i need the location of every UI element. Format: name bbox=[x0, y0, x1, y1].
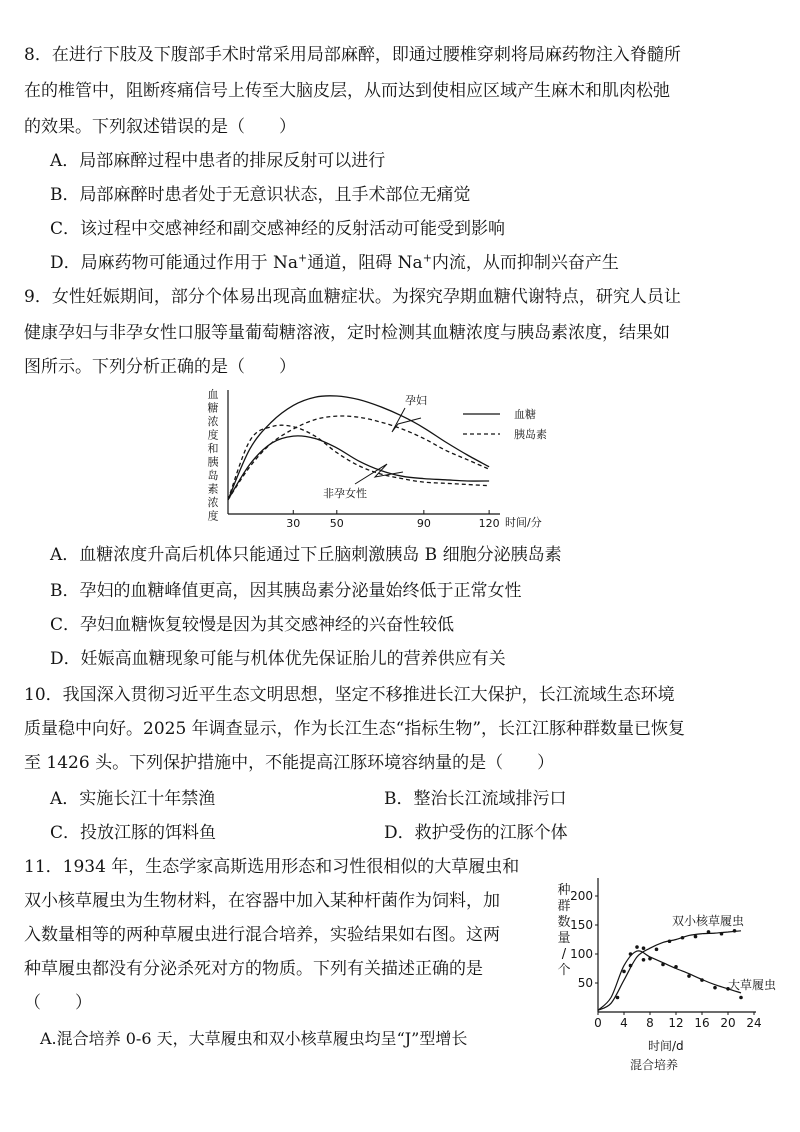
q9-option-c: C．孕妇血糖恢复较慢是因为其交感神经的兴奋性较低 bbox=[50, 615, 455, 635]
chart2-data-point bbox=[733, 929, 737, 933]
chart2-data-point bbox=[694, 935, 698, 939]
q10-option-c: C．投放江豚的饵料鱼 bbox=[50, 823, 217, 843]
chart2-x-tick-label: 0 bbox=[594, 1016, 602, 1030]
chart2-y-axis-label bbox=[557, 883, 570, 978]
chart1-y-label-char: 浓 bbox=[207, 496, 219, 509]
chart1-y-label-char: 度 bbox=[207, 428, 219, 442]
chart1-y-label-char: 糖 bbox=[207, 401, 219, 415]
q9-stem-line-3: 图所示。下列分析正确的是（ ） bbox=[24, 357, 296, 377]
chart1-y-label-char: 素 bbox=[207, 482, 219, 496]
q8-option-d bbox=[50, 252, 619, 274]
chart2-x-tick-label: 20 bbox=[720, 1016, 736, 1030]
chart2-data-point bbox=[648, 957, 652, 961]
q8-option-d-part1: D．局麻药物可能通过作用于 Na bbox=[50, 253, 299, 273]
chart2-y-label-char: 数 bbox=[557, 915, 571, 930]
chart2-data-point bbox=[616, 996, 620, 1000]
chart2-x-tick-label: 12 bbox=[668, 1016, 684, 1030]
q11-stem-line-2: 双小核草履虫为生物材料，在容器中加入某种杆菌作为饲料，加 bbox=[24, 891, 500, 911]
legend-glucose-label: 血糖 bbox=[514, 408, 536, 421]
chart1-y-label-char: 血 bbox=[207, 388, 219, 401]
chart2-caption: 混合培养 bbox=[630, 1058, 679, 1072]
q9-stem-line-2: 健康孕妇与非孕女性口服等量葡萄糖溶液，定时检测其血糖浓度与胰岛素浓度，结果如 bbox=[24, 323, 670, 343]
q9-option-b: B．孕妇的血糖峰值更高，因其胰岛素分泌量始终低于正常女性 bbox=[50, 581, 522, 601]
q10-stem-line-3: 至 1426 头。下列保护措施中，不能提高江豚环境容纳量的是（ ） bbox=[24, 753, 555, 773]
chart2-y-label-char: 量 bbox=[557, 931, 571, 946]
chart2-data-point bbox=[635, 945, 639, 949]
q11-stem-line-1: 11．1934 年，生态学家高斯选用形态和习性很相似的大草履虫和 bbox=[24, 857, 520, 877]
chart2-y-label-char: 群 bbox=[557, 899, 571, 914]
chart2-data-point bbox=[700, 978, 704, 982]
q9-option-d: D．妊娠高血糖现象可能与机体优先保证胎儿的营养供应有关 bbox=[50, 649, 506, 669]
chart1-y-axis-label bbox=[208, 388, 219, 523]
na-superscript-1: + bbox=[298, 251, 308, 265]
chart1-x-tick-label: 90 bbox=[416, 517, 431, 530]
series-label-caudatum: 大草履虫 bbox=[728, 978, 777, 992]
chart1-y-label-char: 胰 bbox=[207, 455, 219, 469]
chart2-data-point bbox=[713, 986, 717, 990]
chart2-y-tick-label: 200 bbox=[570, 889, 593, 903]
annotation-non-pregnant: 非孕女性 bbox=[323, 487, 367, 500]
chart2-data-point bbox=[707, 930, 711, 934]
q11-stem-line-3: 入数量相等的两种草履虫进行混合培养，实验结果如右图。这两 bbox=[24, 925, 500, 945]
chart1-y-label-char: 浓 bbox=[207, 415, 219, 428]
q10-stem-line-1: 10．我国深入贯彻习近平生态文明思想，坚定不移推进长江大保护，长江流域生态环境 bbox=[24, 685, 675, 705]
q11-stem-line-4: 种草履虫都没有分泌杀死对方的物质。下列有关描述正确的是 bbox=[24, 959, 483, 979]
chart1-y-label-char: 和 bbox=[207, 442, 219, 455]
q10-stem-line-2: 质量稳中向好。2025 年调查显示，作为长江生态“指标生物”，长江江豚种群数量已恢复 bbox=[24, 719, 686, 739]
q9-option-a: A．血糖浓度升高后机体只能通过下丘脑刺激胰岛 B 细胞分泌胰岛素 bbox=[50, 545, 562, 565]
annotation-pregnant: 孕妇 bbox=[405, 394, 427, 407]
chart2-series-line-2 bbox=[598, 951, 741, 1010]
q11-stem-line-5: （ ） bbox=[24, 993, 92, 1013]
legend-insulin-label: 胰岛素 bbox=[514, 428, 547, 441]
chart2-data-point bbox=[668, 939, 672, 943]
chart2-data-point bbox=[687, 974, 691, 978]
q8-option-d-part3: 内流，从而抑制兴奋产生 bbox=[431, 253, 619, 273]
chart2-y-tick-label: 150 bbox=[570, 918, 593, 932]
chart2-data-point bbox=[674, 965, 678, 969]
q10-option-a: A．实施长江十年禁渔 bbox=[50, 789, 216, 809]
chart2-data-point bbox=[629, 952, 633, 956]
chart2-data-point bbox=[720, 932, 724, 936]
q10-option-b: B．整治长江流域排污口 bbox=[384, 789, 567, 809]
q8-stem-line-3: 的效果。下列叙述错误的是（ ） bbox=[24, 117, 296, 137]
chart1-x-axis-label: 时间/分 bbox=[505, 516, 542, 529]
chart2-y-tick-label: 50 bbox=[577, 976, 593, 990]
chart1-y-label-char: 度 bbox=[207, 509, 219, 523]
glucose-insulin-chart bbox=[195, 384, 570, 534]
paramecium-competition-chart bbox=[550, 872, 777, 1082]
chart2-x-tick-label: 8 bbox=[646, 1016, 654, 1030]
series-label-didinium: 双小核草履虫 bbox=[672, 914, 745, 928]
q9-stem-line-1: 9．女性妊娠期间，部分个体易出现高血糖症状。为探究孕期血糖代谢特点，研究人员让 bbox=[24, 287, 681, 307]
chart2-y-tick-label: 100 bbox=[570, 947, 593, 961]
chart2-x-tick-label: 16 bbox=[694, 1016, 710, 1030]
na-superscript-2: + bbox=[422, 251, 432, 265]
chart2-y-label-char: 个 bbox=[557, 963, 571, 978]
chart2-x-tick-label: 4 bbox=[620, 1016, 628, 1030]
q8-option-a: A．局部麻醉过程中患者的排尿反射可以进行 bbox=[50, 151, 386, 171]
chart2-data-point bbox=[642, 946, 646, 950]
chart2-data-point bbox=[739, 996, 743, 1000]
chart1-y-label-char: 岛 bbox=[207, 469, 219, 482]
q8-stem-line-1: 8．在进行下肢及下腹部手术时常采用局部麻醉，即通过腰椎穿刺将局麻药物注入脊髓所 bbox=[24, 45, 681, 65]
q10-option-d: D．救护受伤的江豚个体 bbox=[384, 823, 568, 843]
chart2-data-point bbox=[681, 936, 685, 940]
chart2-y-label-char: 种 bbox=[557, 883, 571, 898]
q11-option-a: A.混合培养 0-6 天，大草履虫和双小核草履虫均呈“J”型增长 bbox=[40, 1029, 468, 1048]
q8-option-d-part2: 通道，阻碍 Na bbox=[307, 253, 423, 273]
chart2-data-point bbox=[642, 958, 646, 962]
chart1-x-tick-label: 120 bbox=[478, 517, 500, 530]
q8-option-c: C．该过程中交感神经和副交感神经的反射活动可能受到影响 bbox=[50, 219, 506, 239]
chart2-y-label-char: / bbox=[561, 947, 567, 962]
chart2-x-tick-label: 24 bbox=[746, 1016, 762, 1030]
chart2-data-point bbox=[629, 964, 633, 968]
chart1-x-tick-label: 30 bbox=[286, 517, 301, 530]
chart2-data-point bbox=[661, 963, 665, 967]
q8-option-b: B．局部麻醉时患者处于无意识状态，且手术部位无痛觉 bbox=[50, 185, 471, 205]
chart2-data-point bbox=[622, 970, 626, 974]
chart1-x-tick-label: 50 bbox=[329, 517, 344, 530]
chart2-data-point bbox=[655, 948, 659, 952]
chart2-x-axis-label: 时间/d bbox=[648, 1039, 684, 1053]
annotation-pregnant-pointer bbox=[392, 408, 421, 432]
q8-stem-line-2: 在的椎管中，阻断疼痛信号上传至大脑皮层，从而达到使相应区域产生麻木和肌肉松弛 bbox=[24, 81, 670, 101]
